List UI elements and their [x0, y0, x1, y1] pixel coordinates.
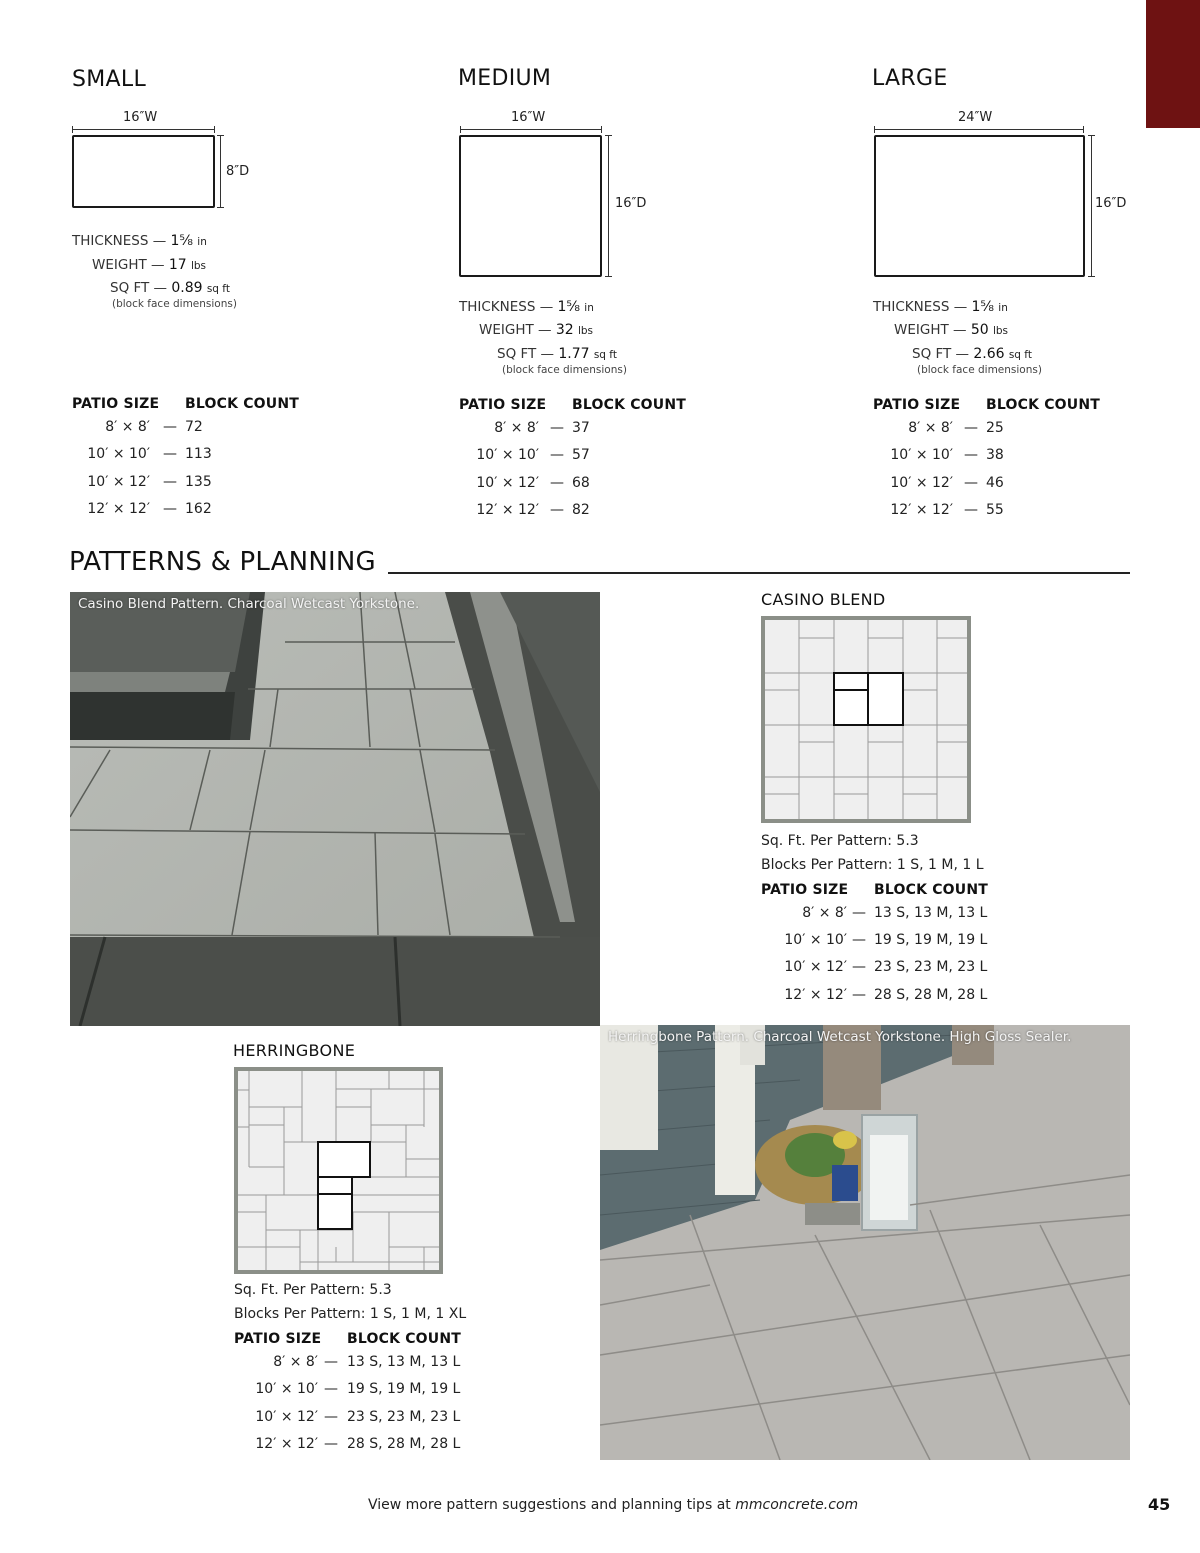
sqft-per-pattern: Sq. Ft. Per Pattern: 5.3 [761, 833, 919, 849]
pattern-title: CASINO BLEND [761, 590, 886, 609]
block-count: 57 [572, 447, 590, 463]
dash: — [324, 1409, 338, 1425]
table-row [761, 959, 1001, 977]
width-dimension-line [874, 129, 1084, 130]
block-count: 28 S, 28 M, 28 L [347, 1436, 461, 1452]
width-label: 16″W [511, 110, 546, 125]
block-count: 13 S, 13 M, 13 L [874, 905, 988, 921]
table-row [459, 420, 699, 438]
patio-size: 10′ × 12′ [87, 474, 150, 490]
dash: — [964, 447, 978, 463]
block-count: 46 [986, 475, 1004, 491]
col-patio-size: PATIO SIZE [459, 397, 547, 413]
spec-label: WEIGHT — [92, 257, 165, 273]
block-shape [874, 135, 1085, 277]
dash: — [852, 905, 866, 921]
spec-value: 1⅝ [971, 299, 994, 315]
dash: — [324, 1436, 338, 1452]
col-block-count: BLOCK COUNT [874, 882, 989, 898]
block-title: SMALL [72, 67, 147, 92]
thickness-spec [459, 299, 594, 315]
footer-message: View more pattern suggestions and planning tips at [368, 1497, 731, 1513]
table-header [459, 397, 699, 415]
spec-label: SQ FT — [497, 346, 555, 362]
table-row [873, 420, 1113, 438]
table-row [72, 419, 312, 437]
spec-label: WEIGHT — [479, 322, 552, 338]
table-row [459, 475, 699, 493]
table-row [873, 475, 1113, 493]
weight-spec [894, 322, 1008, 338]
pattern-grid [234, 1067, 443, 1274]
spec-unit: lbs [577, 325, 593, 337]
block-title: MEDIUM [458, 66, 552, 91]
col-block-count: BLOCK COUNT [185, 396, 300, 412]
spec-unit: in [197, 236, 207, 248]
table-header [234, 1331, 474, 1349]
block-count: 13 S, 13 M, 13 L [347, 1354, 461, 1370]
blocks-per-pattern: Blocks Per Pattern: 1 S, 1 M, 1 XL [234, 1306, 467, 1322]
block-count: 19 S, 19 M, 19 L [874, 932, 988, 948]
herringbone-diagram [234, 1067, 443, 1274]
spec-value: 1⅝ [170, 233, 193, 249]
col-block-count: BLOCK COUNT [347, 1331, 462, 1347]
sqft-per-pattern: Sq. Ft. Per Pattern: 5.3 [234, 1282, 392, 1298]
thickness-spec [72, 233, 207, 249]
spec-value: 1.77 [558, 346, 590, 362]
patio-size: 10′ × 12′ [476, 475, 539, 491]
dash: — [324, 1381, 338, 1397]
weight-spec [479, 322, 593, 338]
pattern-grid [761, 616, 971, 823]
spec-label: THICKNESS — [873, 299, 968, 315]
spec-label: SQ FT — [110, 280, 168, 296]
table-row [761, 932, 1001, 950]
block-shape [459, 135, 602, 277]
block-count: 55 [986, 502, 1004, 518]
spec-value: 2.66 [973, 346, 1005, 362]
block-count: 23 S, 23 M, 23 L [874, 959, 988, 975]
casino-blend-diagram [761, 616, 971, 823]
spec-label: WEIGHT — [894, 322, 967, 338]
dash: — [550, 475, 564, 491]
block-count: 162 [185, 501, 212, 517]
patio-size: 8′ × 8′ [273, 1354, 318, 1370]
spec-value: 1⅝ [557, 299, 580, 315]
depth-dimension-line [1091, 135, 1092, 277]
block-count: 82 [572, 502, 590, 518]
section-title: PATTERNS & PLANNING [69, 547, 376, 577]
spec-note: (block face dimensions) [112, 298, 237, 310]
block-count: 28 S, 28 M, 28 L [874, 987, 988, 1003]
dash: — [163, 419, 177, 435]
sqft-spec [912, 346, 1032, 362]
depth-label: 16″D [615, 196, 647, 211]
paver-photo-image [70, 592, 600, 1026]
depth-dimension-line [608, 135, 609, 277]
patio-size: 10′ × 10′ [255, 1381, 318, 1397]
block-title: LARGE [872, 66, 948, 91]
width-dimension-line [460, 129, 602, 130]
spec-unit: lbs [992, 325, 1008, 337]
block-count: 68 [572, 475, 590, 491]
col-patio-size: PATIO SIZE [761, 882, 849, 898]
patio-size: 10′ × 10′ [890, 447, 953, 463]
paver-photo-image [600, 1025, 1130, 1460]
depth-dimension-line [220, 135, 221, 208]
block-count: 38 [986, 447, 1004, 463]
table-row [234, 1354, 474, 1372]
dash: — [550, 447, 564, 463]
col-patio-size: PATIO SIZE [873, 397, 961, 413]
dash: — [550, 420, 564, 436]
col-block-count: BLOCK COUNT [986, 397, 1101, 413]
dash: — [964, 502, 978, 518]
spec-unit: in [584, 302, 594, 314]
spec-unit: lbs [190, 260, 206, 272]
block-count: 19 S, 19 M, 19 L [347, 1381, 461, 1397]
patio-size: 8′ × 8′ [105, 419, 150, 435]
table-row [72, 446, 312, 464]
table-header [873, 397, 1113, 415]
spec-unit: sq ft [1008, 349, 1032, 361]
block-count: 25 [986, 420, 1004, 436]
page-number: 45 [1148, 1495, 1171, 1514]
table-header [761, 882, 1001, 900]
casino-blend-photo [70, 592, 600, 1026]
spec-unit: sq ft [206, 283, 230, 295]
block-count: 23 S, 23 M, 23 L [347, 1409, 461, 1425]
patio-size: 10′ × 10′ [784, 932, 847, 948]
table-header [72, 396, 312, 414]
block-count: 135 [185, 474, 212, 490]
block-count: 113 [185, 446, 212, 462]
width-label: 24″W [958, 110, 993, 125]
sqft-spec [110, 280, 230, 296]
dash: — [163, 474, 177, 490]
dash: — [964, 420, 978, 436]
patio-size: 10′ × 12′ [784, 959, 847, 975]
blocks-per-pattern: Blocks Per Pattern: 1 S, 1 M, 1 L [761, 857, 984, 873]
depth-label: 16″D [1095, 196, 1127, 211]
dash: — [852, 987, 866, 1003]
footer-text [368, 1497, 858, 1513]
patio-size: 8′ × 8′ [908, 420, 953, 436]
dash: — [852, 932, 866, 948]
spec-label: SQ FT — [912, 346, 970, 362]
col-block-count: BLOCK COUNT [572, 397, 687, 413]
spec-value: 0.89 [171, 280, 203, 296]
depth-label: 8″D [226, 164, 250, 179]
spec-note: (block face dimensions) [917, 364, 1042, 376]
patio-size: 10′ × 10′ [87, 446, 150, 462]
spec-unit: in [998, 302, 1008, 314]
dash: — [550, 502, 564, 518]
col-patio-size: PATIO SIZE [72, 396, 160, 412]
block-shape [72, 135, 215, 208]
photo-caption: Casino Blend Pattern. Charcoal Wetcast Yorkstone. [78, 596, 420, 612]
table-row [873, 447, 1113, 465]
patio-size: 12′ × 12′ [476, 502, 539, 518]
thickness-spec [873, 299, 1008, 315]
spec-value: 50 [970, 322, 989, 338]
patio-size: 12′ × 12′ [87, 501, 150, 517]
table-row [761, 905, 1001, 923]
table-row [72, 474, 312, 492]
table-row [234, 1381, 474, 1399]
patio-size: 12′ × 12′ [784, 987, 847, 1003]
dash: — [163, 446, 177, 462]
dash: — [852, 959, 866, 975]
col-patio-size: PATIO SIZE [234, 1331, 322, 1347]
width-dimension-line [72, 129, 215, 130]
dash: — [324, 1354, 338, 1370]
width-label: 16″W [123, 110, 158, 125]
weight-spec [92, 257, 206, 273]
pattern-title: HERRINGBONE [233, 1041, 356, 1060]
spec-label: THICKNESS — [459, 299, 554, 315]
table-row [459, 502, 699, 520]
patio-size: 12′ × 12′ [255, 1436, 318, 1452]
dash: — [163, 501, 177, 517]
photo-caption: Herringbone Pattern. Charcoal Wetcast Yorkstone. High Gloss Sealer. [608, 1029, 1072, 1045]
herringbone-photo [600, 1025, 1130, 1460]
spec-note: (block face dimensions) [502, 364, 627, 376]
patio-size: 8′ × 8′ [802, 905, 847, 921]
section-divider [388, 572, 1130, 574]
block-count: 72 [185, 419, 203, 435]
spec-label: THICKNESS — [72, 233, 167, 249]
spec-value: 32 [555, 322, 574, 338]
table-row [761, 987, 1001, 1005]
table-row [234, 1409, 474, 1427]
spec-unit: sq ft [593, 349, 617, 361]
patio-size: 10′ × 12′ [890, 475, 953, 491]
block-count: 37 [572, 420, 590, 436]
spec-value: 17 [168, 257, 187, 273]
website-link[interactable]: mmconcrete.com [735, 1497, 859, 1513]
patio-size: 8′ × 8′ [494, 420, 539, 436]
patio-size: 12′ × 12′ [890, 502, 953, 518]
table-row [459, 447, 699, 465]
table-row [234, 1436, 474, 1454]
table-row [72, 501, 312, 519]
chapter-tab [1146, 0, 1200, 128]
sqft-spec [497, 346, 617, 362]
patio-size: 10′ × 12′ [255, 1409, 318, 1425]
patio-size: 10′ × 10′ [476, 447, 539, 463]
table-row [873, 502, 1113, 520]
dash: — [964, 475, 978, 491]
